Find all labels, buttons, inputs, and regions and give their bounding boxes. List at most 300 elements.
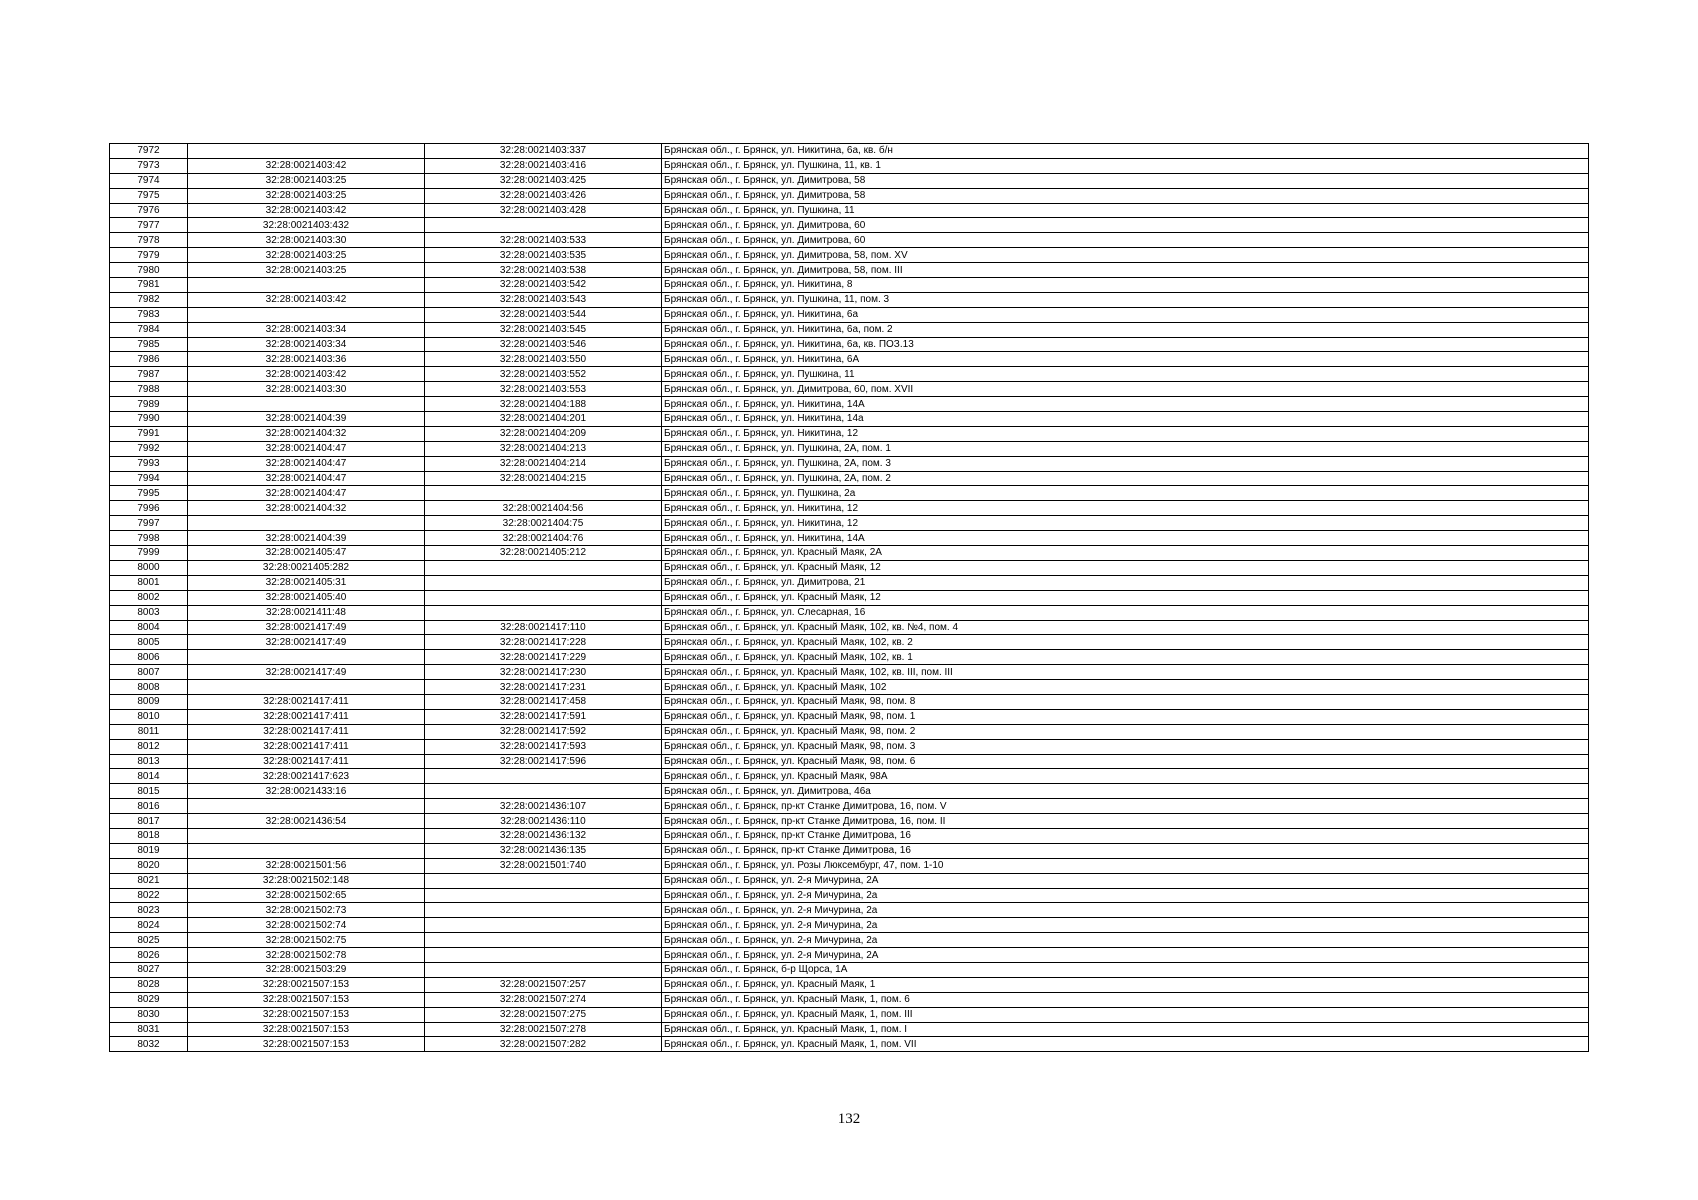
table-row — [110, 933, 1589, 948]
table-row — [110, 739, 1589, 754]
table-row — [110, 307, 1589, 322]
address-cell: Брянская обл., г. Брянск, ул. Никитина, 8 — [662, 278, 1589, 293]
address-cell: Брянская обл., г. Брянск, ул. Димитрова, 58 — [662, 173, 1589, 188]
parcel-number-cell: 32:28:0021405:31 — [188, 575, 425, 590]
row-number-cell: 7985 — [110, 337, 188, 352]
object-number-cell: 32:28:0021404:209 — [425, 426, 662, 441]
parcel-number-cell — [188, 516, 425, 531]
address-cell: Брянская обл., г. Брянск, ул. Никитина, 6а, кв. б/н — [662, 144, 1589, 159]
parcel-number-cell: 32:28:0021502:78 — [188, 948, 425, 963]
parcel-number-cell — [188, 843, 425, 858]
parcel-number-cell — [188, 799, 425, 814]
address-cell: Брянская обл., г. Брянск, ул. Димитрова, 58, пом. XV — [662, 248, 1589, 263]
address-cell: Брянская обл., г. Брянск, ул. Никитина, 14А — [662, 397, 1589, 412]
table-row — [110, 144, 1589, 159]
table-row — [110, 397, 1589, 412]
parcel-number-cell: 32:28:0021436:54 — [188, 814, 425, 829]
address-cell: Брянская обл., г. Брянск, ул. Красный Маяк, 12 — [662, 560, 1589, 575]
object-number-cell: 32:28:0021417:592 — [425, 724, 662, 739]
row-number-cell: 7982 — [110, 292, 188, 307]
parcel-number-cell: 32:28:0021404:32 — [188, 501, 425, 516]
address-cell: Брянская обл., г. Брянск, ул. 2-я Мичурина, 2а — [662, 933, 1589, 948]
row-number-cell: 7996 — [110, 501, 188, 516]
parcel-number-cell: 32:28:0021507:153 — [188, 977, 425, 992]
table-row — [110, 992, 1589, 1007]
parcel-number-cell: 32:28:0021403:432 — [188, 218, 425, 233]
table-row — [110, 858, 1589, 873]
object-number-cell: 32:28:0021417:230 — [425, 665, 662, 680]
row-number-cell: 8016 — [110, 799, 188, 814]
object-number-cell: 32:28:0021404:56 — [425, 501, 662, 516]
address-cell: Брянская обл., г. Брянск, пр-кт Станке Димитрова, 16, пом. V — [662, 799, 1589, 814]
object-number-cell: 32:28:0021403:544 — [425, 307, 662, 322]
address-cell: Брянская обл., г. Брянск, ул. Красный Маяк, 1, пом. I — [662, 1022, 1589, 1037]
row-number-cell: 8025 — [110, 933, 188, 948]
row-number-cell: 7989 — [110, 397, 188, 412]
address-cell: Брянская обл., г. Брянск, ул. Пушкина, 11, кв. 1 — [662, 158, 1589, 173]
parcel-number-cell — [188, 144, 425, 159]
object-number-cell: 32:28:0021436:135 — [425, 843, 662, 858]
object-number-cell: 32:28:0021417:458 — [425, 694, 662, 709]
row-number-cell: 8026 — [110, 948, 188, 963]
row-number-cell: 8010 — [110, 709, 188, 724]
table-row — [110, 248, 1589, 263]
address-cell: Брянская обл., г. Брянск, пр-кт Станке Димитрова, 16 — [662, 828, 1589, 843]
table-row — [110, 650, 1589, 665]
table-row — [110, 546, 1589, 561]
address-cell: Брянская обл., г. Брянск, ул. Димитрова, 60 — [662, 233, 1589, 248]
address-cell: Брянская обл., г. Брянск, ул. Никитина, 12 — [662, 501, 1589, 516]
row-number-cell: 8013 — [110, 754, 188, 769]
row-number-cell: 8005 — [110, 635, 188, 650]
table-row — [110, 873, 1589, 888]
object-number-cell: 32:28:0021404:201 — [425, 412, 662, 427]
parcel-number-cell: 32:28:0021404:47 — [188, 441, 425, 456]
object-number-cell: 32:28:0021404:76 — [425, 531, 662, 546]
row-number-cell: 8000 — [110, 560, 188, 575]
address-cell: Брянская обл., г. Брянск, ул. Димитрова, 58 — [662, 188, 1589, 203]
address-cell: Брянская обл., г. Брянск, ул. Пушкина, 2А, пом. 3 — [662, 456, 1589, 471]
table-row — [110, 263, 1589, 278]
address-cell: Брянская обл., г. Брянск, ул. Красный Маяк, 98, пом. 3 — [662, 739, 1589, 754]
row-number-cell: 7998 — [110, 531, 188, 546]
table-row — [110, 158, 1589, 173]
table-row — [110, 918, 1589, 933]
row-number-cell: 8007 — [110, 665, 188, 680]
row-number-cell: 8028 — [110, 977, 188, 992]
parcel-number-cell: 32:28:0021417:411 — [188, 739, 425, 754]
row-number-cell: 8021 — [110, 873, 188, 888]
parcel-number-cell: 32:28:0021502:75 — [188, 933, 425, 948]
row-number-cell: 8019 — [110, 843, 188, 858]
table-row — [110, 635, 1589, 650]
object-number-cell — [425, 590, 662, 605]
parcel-number-cell: 32:28:0021502:148 — [188, 873, 425, 888]
address-cell: Брянская обл., г. Брянск, ул. Пушкина, 2А, пом. 1 — [662, 441, 1589, 456]
object-number-cell: 32:28:0021501:740 — [425, 858, 662, 873]
address-cell: Брянская обл., г. Брянск, ул. Димитрова, 58, пом. III — [662, 263, 1589, 278]
parcel-number-cell: 32:28:0021405:282 — [188, 560, 425, 575]
row-number-cell: 7995 — [110, 486, 188, 501]
address-cell: Брянская обл., г. Брянск, ул. Слесарная, 16 — [662, 605, 1589, 620]
registry-table-body — [110, 144, 1589, 1052]
table-row — [110, 560, 1589, 575]
parcel-number-cell — [188, 828, 425, 843]
parcel-number-cell: 32:28:0021403:42 — [188, 292, 425, 307]
address-cell: Брянская обл., г. Брянск, ул. Красный Маяк, 98, пом. 6 — [662, 754, 1589, 769]
address-cell: Брянская обл., г. Брянск, б-р Щорса, 1А — [662, 962, 1589, 977]
row-number-cell: 8024 — [110, 918, 188, 933]
row-number-cell: 7980 — [110, 263, 188, 278]
row-number-cell: 7973 — [110, 158, 188, 173]
row-number-cell: 8012 — [110, 739, 188, 754]
parcel-number-cell: 32:28:0021433:16 — [188, 784, 425, 799]
address-cell: Брянская обл., г. Брянск, ул. Пушкина, 2А, пом. 2 — [662, 471, 1589, 486]
parcel-number-cell: 32:28:0021405:47 — [188, 546, 425, 561]
row-number-cell: 8029 — [110, 992, 188, 1007]
table-row — [110, 516, 1589, 531]
parcel-number-cell: 32:28:0021404:47 — [188, 456, 425, 471]
parcel-number-cell: 32:28:0021403:34 — [188, 337, 425, 352]
address-cell: Брянская обл., г. Брянск, ул. Красный Маяк, 98, пом. 1 — [662, 709, 1589, 724]
address-cell: Брянская обл., г. Брянск, ул. Пушкина, 11 — [662, 203, 1589, 218]
row-number-cell: 7979 — [110, 248, 188, 263]
address-cell: Брянская обл., г. Брянск, ул. Красный Маяк, 2А — [662, 546, 1589, 561]
row-number-cell: 8001 — [110, 575, 188, 590]
table-row — [110, 948, 1589, 963]
row-number-cell: 7976 — [110, 203, 188, 218]
object-number-cell — [425, 948, 662, 963]
address-cell: Брянская обл., г. Брянск, ул. Розы Люксембург, 47, пом. 1-10 — [662, 858, 1589, 873]
table-row — [110, 709, 1589, 724]
object-number-cell: 32:28:0021507:278 — [425, 1022, 662, 1037]
cadastral-registry-table — [109, 143, 1589, 1052]
object-number-cell: 32:28:0021403:428 — [425, 203, 662, 218]
parcel-number-cell: 32:28:0021403:30 — [188, 382, 425, 397]
parcel-number-cell: 32:28:0021417:49 — [188, 635, 425, 650]
parcel-number-cell: 32:28:0021503:29 — [188, 962, 425, 977]
parcel-number-cell: 32:28:0021404:47 — [188, 486, 425, 501]
object-number-cell: 32:28:0021404:214 — [425, 456, 662, 471]
table-row — [110, 203, 1589, 218]
parcel-number-cell: 32:28:0021502:74 — [188, 918, 425, 933]
table-row — [110, 977, 1589, 992]
table-row — [110, 784, 1589, 799]
parcel-number-cell: 32:28:0021404:32 — [188, 426, 425, 441]
table-row — [110, 843, 1589, 858]
parcel-number-cell: 32:28:0021404:39 — [188, 412, 425, 427]
table-row — [110, 471, 1589, 486]
parcel-number-cell: 32:28:0021405:40 — [188, 590, 425, 605]
address-cell: Брянская обл., г. Брянск, ул. Пушкина, 11, пом. 3 — [662, 292, 1589, 307]
object-number-cell — [425, 605, 662, 620]
parcel-number-cell — [188, 680, 425, 695]
object-number-cell: 32:28:0021436:107 — [425, 799, 662, 814]
row-number-cell: 7974 — [110, 173, 188, 188]
row-number-cell: 8023 — [110, 903, 188, 918]
parcel-number-cell: 32:28:0021417:623 — [188, 769, 425, 784]
table-row — [110, 769, 1589, 784]
parcel-number-cell: 32:28:0021417:411 — [188, 754, 425, 769]
row-number-cell: 8002 — [110, 590, 188, 605]
table-row — [110, 888, 1589, 903]
address-cell: Брянская обл., г. Брянск, ул. Димитрова, 60 — [662, 218, 1589, 233]
parcel-number-cell: 32:28:0021404:47 — [188, 471, 425, 486]
table-row — [110, 620, 1589, 635]
object-number-cell: 32:28:0021403:543 — [425, 292, 662, 307]
table-row — [110, 456, 1589, 471]
address-cell: Брянская обл., г. Брянск, ул. Красный Маяк, 1, пом. VII — [662, 1037, 1589, 1052]
address-cell: Брянская обл., г. Брянск, ул. Никитина, 14а — [662, 412, 1589, 427]
object-number-cell — [425, 218, 662, 233]
row-number-cell: 7992 — [110, 441, 188, 456]
table-row — [110, 665, 1589, 680]
table-row — [110, 962, 1589, 977]
address-cell: Брянская обл., г. Брянск, ул. Красный Маяк, 102 — [662, 680, 1589, 695]
object-number-cell: 32:28:0021403:416 — [425, 158, 662, 173]
object-number-cell: 32:28:0021403:533 — [425, 233, 662, 248]
row-number-cell: 7994 — [110, 471, 188, 486]
parcel-number-cell: 32:28:0021417:411 — [188, 694, 425, 709]
table-row — [110, 1007, 1589, 1022]
object-number-cell — [425, 933, 662, 948]
row-number-cell: 8003 — [110, 605, 188, 620]
parcel-number-cell: 32:28:0021502:65 — [188, 888, 425, 903]
row-number-cell: 7984 — [110, 322, 188, 337]
parcel-number-cell: 32:28:0021502:73 — [188, 903, 425, 918]
row-number-cell: 8017 — [110, 814, 188, 829]
row-number-cell: 7997 — [110, 516, 188, 531]
address-cell: Брянская обл., г. Брянск, ул. 2-я Мичурина, 2а — [662, 918, 1589, 933]
parcel-number-cell: 32:28:0021417:411 — [188, 724, 425, 739]
row-number-cell: 8031 — [110, 1022, 188, 1037]
parcel-number-cell: 32:28:0021403:25 — [188, 173, 425, 188]
object-number-cell — [425, 918, 662, 933]
object-number-cell: 32:28:0021403:425 — [425, 173, 662, 188]
table-row — [110, 814, 1589, 829]
object-number-cell: 32:28:0021404:213 — [425, 441, 662, 456]
object-number-cell: 32:28:0021417:596 — [425, 754, 662, 769]
row-number-cell: 7991 — [110, 426, 188, 441]
page-number: 132 — [837, 1111, 861, 1127]
address-cell: Брянская обл., г. Брянск, ул. Никитина, 6А — [662, 352, 1589, 367]
row-number-cell: 8015 — [110, 784, 188, 799]
address-cell: Брянская обл., г. Брянск, ул. Димитрова, 46а — [662, 784, 1589, 799]
object-number-cell: 32:28:0021403:546 — [425, 337, 662, 352]
object-number-cell — [425, 962, 662, 977]
table-row — [110, 173, 1589, 188]
row-number-cell: 8030 — [110, 1007, 188, 1022]
object-number-cell: 32:28:0021507:282 — [425, 1037, 662, 1052]
table-row — [110, 441, 1589, 456]
table-row — [110, 352, 1589, 367]
address-cell: Брянская обл., г. Брянск, ул. 2-я Мичурина, 2А — [662, 873, 1589, 888]
table-row — [110, 799, 1589, 814]
row-number-cell: 8009 — [110, 694, 188, 709]
row-number-cell: 7978 — [110, 233, 188, 248]
object-number-cell — [425, 575, 662, 590]
table-row — [110, 278, 1589, 293]
table-row — [110, 605, 1589, 620]
table-row — [110, 724, 1589, 739]
address-cell: Брянская обл., г. Брянск, ул. 2-я Мичурина, 2а — [662, 888, 1589, 903]
address-cell: Брянская обл., г. Брянск, ул. Красный Маяк, 102, кв. №4, пом. 4 — [662, 620, 1589, 635]
table-row — [110, 486, 1589, 501]
object-number-cell: 32:28:0021403:552 — [425, 367, 662, 382]
parcel-number-cell — [188, 278, 425, 293]
row-number-cell: 8004 — [110, 620, 188, 635]
object-number-cell: 32:28:0021507:257 — [425, 977, 662, 992]
table-row — [110, 382, 1589, 397]
object-number-cell — [425, 873, 662, 888]
object-number-cell: 32:28:0021404:188 — [425, 397, 662, 412]
parcel-number-cell: 32:28:0021507:153 — [188, 1022, 425, 1037]
object-number-cell: 32:28:0021403:553 — [425, 382, 662, 397]
table-row — [110, 322, 1589, 337]
row-number-cell: 8020 — [110, 858, 188, 873]
object-number-cell — [425, 784, 662, 799]
table-row — [110, 1037, 1589, 1052]
table-row — [110, 426, 1589, 441]
row-number-cell: 8008 — [110, 680, 188, 695]
object-number-cell: 32:28:0021403:550 — [425, 352, 662, 367]
object-number-cell: 32:28:0021417:591 — [425, 709, 662, 724]
address-cell: Брянская обл., г. Брянск, ул. Красный Маяк, 98, пом. 2 — [662, 724, 1589, 739]
address-cell: Брянская обл., г. Брянск, ул. Красный Маяк, 1, пом. 6 — [662, 992, 1589, 1007]
address-cell: Брянская обл., г. Брянск, ул. 2-я Мичурина, 2а — [662, 903, 1589, 918]
table-row — [110, 501, 1589, 516]
table-row — [110, 412, 1589, 427]
object-number-cell: 32:28:0021507:274 — [425, 992, 662, 1007]
row-number-cell: 8011 — [110, 724, 188, 739]
object-number-cell: 32:28:0021417:228 — [425, 635, 662, 650]
address-cell: Брянская обл., г. Брянск, ул. Красный Маяк, 102, кв. III, пом. III — [662, 665, 1589, 680]
parcel-number-cell: 32:28:0021417:411 — [188, 709, 425, 724]
parcel-number-cell — [188, 307, 425, 322]
table-row — [110, 828, 1589, 843]
address-cell: Брянская обл., г. Брянск, ул. Красный Маяк, 1 — [662, 977, 1589, 992]
parcel-number-cell — [188, 397, 425, 412]
table-row — [110, 188, 1589, 203]
row-number-cell: 8022 — [110, 888, 188, 903]
table-row — [110, 233, 1589, 248]
row-number-cell: 7981 — [110, 278, 188, 293]
row-number-cell: 7990 — [110, 412, 188, 427]
address-cell: Брянская обл., г. Брянск, ул. Димитрова, 60, пом. XVII — [662, 382, 1589, 397]
parcel-number-cell: 32:28:0021417:49 — [188, 665, 425, 680]
object-number-cell — [425, 888, 662, 903]
parcel-number-cell: 32:28:0021411:48 — [188, 605, 425, 620]
row-number-cell: 8032 — [110, 1037, 188, 1052]
row-number-cell: 7983 — [110, 307, 188, 322]
object-number-cell — [425, 903, 662, 918]
address-cell: Брянская обл., г. Брянск, ул. Никитина, 14А — [662, 531, 1589, 546]
address-cell: Брянская обл., г. Брянск, ул. Никитина, 12 — [662, 426, 1589, 441]
object-number-cell: 32:28:0021417:231 — [425, 680, 662, 695]
parcel-number-cell: 32:28:0021403:36 — [188, 352, 425, 367]
object-number-cell: 32:28:0021417:229 — [425, 650, 662, 665]
address-cell: Брянская обл., г. Брянск, ул. Никитина, 6а, кв. ПОЗ.13 — [662, 337, 1589, 352]
parcel-number-cell: 32:28:0021403:30 — [188, 233, 425, 248]
table-row — [110, 367, 1589, 382]
table-row — [110, 590, 1589, 605]
object-number-cell: 32:28:0021507:275 — [425, 1007, 662, 1022]
parcel-number-cell: 32:28:0021507:153 — [188, 1037, 425, 1052]
address-cell: Брянская обл., г. Брянск, ул. Красный Маяк, 102, кв. 1 — [662, 650, 1589, 665]
object-number-cell: 32:28:0021417:110 — [425, 620, 662, 635]
row-number-cell: 7988 — [110, 382, 188, 397]
table-row — [110, 1022, 1589, 1037]
object-number-cell: 32:28:0021403:337 — [425, 144, 662, 159]
table-row — [110, 218, 1589, 233]
row-number-cell: 7975 — [110, 188, 188, 203]
address-cell: Брянская обл., г. Брянск, ул. Красный Маяк, 98А — [662, 769, 1589, 784]
parcel-number-cell: 32:28:0021417:49 — [188, 620, 425, 635]
table-row — [110, 694, 1589, 709]
parcel-number-cell: 32:28:0021403:34 — [188, 322, 425, 337]
parcel-number-cell: 32:28:0021403:25 — [188, 248, 425, 263]
object-number-cell: 32:28:0021403:545 — [425, 322, 662, 337]
parcel-number-cell: 32:28:0021403:42 — [188, 158, 425, 173]
address-cell: Брянская обл., г. Брянск, ул. Никитина, 12 — [662, 516, 1589, 531]
address-cell: Брянская обл., г. Брянск, ул. Красный Маяк, 98, пом. 8 — [662, 694, 1589, 709]
row-number-cell: 7993 — [110, 456, 188, 471]
parcel-number-cell — [188, 650, 425, 665]
row-number-cell: 7999 — [110, 546, 188, 561]
object-number-cell: 32:28:0021403:535 — [425, 248, 662, 263]
object-number-cell: 32:28:0021417:593 — [425, 739, 662, 754]
parcel-number-cell: 32:28:0021403:25 — [188, 188, 425, 203]
object-number-cell: 32:28:0021403:538 — [425, 263, 662, 278]
parcel-number-cell: 32:28:0021404:39 — [188, 531, 425, 546]
address-cell: Брянская обл., г. Брянск, пр-кт Станке Димитрова, 16, пом. II — [662, 814, 1589, 829]
row-number-cell: 8006 — [110, 650, 188, 665]
object-number-cell: 32:28:0021405:212 — [425, 546, 662, 561]
object-number-cell: 32:28:0021403:542 — [425, 278, 662, 293]
table-row — [110, 575, 1589, 590]
address-cell: Брянская обл., г. Брянск, ул. Никитина, 6а, пом. 2 — [662, 322, 1589, 337]
table-row — [110, 531, 1589, 546]
parcel-number-cell: 32:28:0021403:42 — [188, 203, 425, 218]
row-number-cell: 8014 — [110, 769, 188, 784]
object-number-cell: 32:28:0021404:215 — [425, 471, 662, 486]
table-row — [110, 680, 1589, 695]
object-number-cell: 32:28:0021436:132 — [425, 828, 662, 843]
row-number-cell: 7986 — [110, 352, 188, 367]
row-number-cell: 7977 — [110, 218, 188, 233]
address-cell: Брянская обл., г. Брянск, ул. Пушкина, 11 — [662, 367, 1589, 382]
parcel-number-cell: 32:28:0021501:56 — [188, 858, 425, 873]
object-number-cell — [425, 560, 662, 575]
address-cell: Брянская обл., г. Брянск, ул. Красный Маяк, 1, пом. III — [662, 1007, 1589, 1022]
address-cell: Брянская обл., г. Брянск, ул. Красный Маяк, 102, кв. 2 — [662, 635, 1589, 650]
address-cell: Брянская обл., г. Брянск, ул. Пушкина, 2а — [662, 486, 1589, 501]
parcel-number-cell: 32:28:0021507:153 — [188, 992, 425, 1007]
address-cell: Брянская обл., г. Брянск, ул. Димитрова, 21 — [662, 575, 1589, 590]
object-number-cell: 32:28:0021436:110 — [425, 814, 662, 829]
address-cell: Брянская обл., г. Брянск, ул. Никитина, 6а — [662, 307, 1589, 322]
table-row — [110, 292, 1589, 307]
table-row — [110, 337, 1589, 352]
parcel-number-cell: 32:28:0021507:153 — [188, 1007, 425, 1022]
parcel-number-cell: 32:28:0021403:25 — [188, 263, 425, 278]
row-number-cell: 8018 — [110, 828, 188, 843]
object-number-cell: 32:28:0021404:75 — [425, 516, 662, 531]
address-cell: Брянская обл., г. Брянск, ул. Красный Маяк, 12 — [662, 590, 1589, 605]
object-number-cell — [425, 486, 662, 501]
row-number-cell: 7987 — [110, 367, 188, 382]
table-row — [110, 754, 1589, 769]
